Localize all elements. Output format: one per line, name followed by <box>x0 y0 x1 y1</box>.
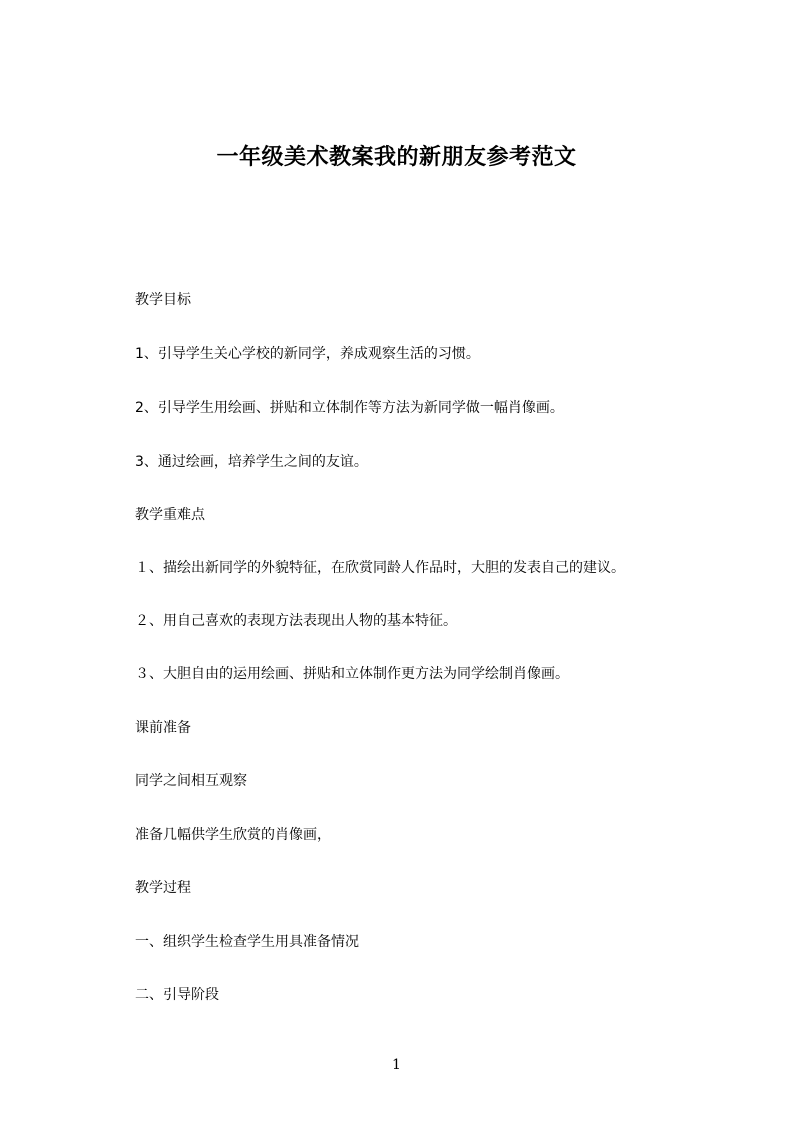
difficulty-item-3: ３、大胆自由的运用绘画、拼贴和立体制作更方法为同学绘制肖像画。 <box>135 666 569 682</box>
document-title: 一年级美术教案我的新朋友参考范文 <box>216 145 577 170</box>
process-step-1: 一、组织学生检查学生用具准备情况 <box>135 934 359 950</box>
heading-teaching-process: 教学过程 <box>135 880 191 896</box>
heading-key-difficulties: 教学重难点 <box>135 507 205 523</box>
heading-preparation: 课前准备 <box>135 720 191 736</box>
goal-item-2: 2、引导学生用绘画、拼贴和立体制作等方法为新同学做一幅肖像画。 <box>135 400 564 416</box>
preparation-item-1: 同学之间相互观察 <box>135 773 247 789</box>
heading-teaching-goals: 教学目标 <box>135 292 191 308</box>
difficulty-item-1: １、描绘出新同学的外貌特征，在欣赏同龄人作品时，大胆的发表自己的建议。 <box>135 560 625 576</box>
difficulty-item-2: ２、用自己喜欢的表现方法表现出人物的基本特征。 <box>135 613 457 629</box>
goal-item-1: 1、引导学生关心学校的新同学，养成观察生活的习惯。 <box>135 346 480 362</box>
goal-item-3: 3、通过绘画，培养学生之间的友谊。 <box>135 454 368 470</box>
page-number: 1 <box>392 1057 401 1073</box>
preparation-item-2: 准备几幅供学生欣赏的肖像画， <box>135 827 331 843</box>
process-step-2: 二、引导阶段 <box>135 987 219 1003</box>
